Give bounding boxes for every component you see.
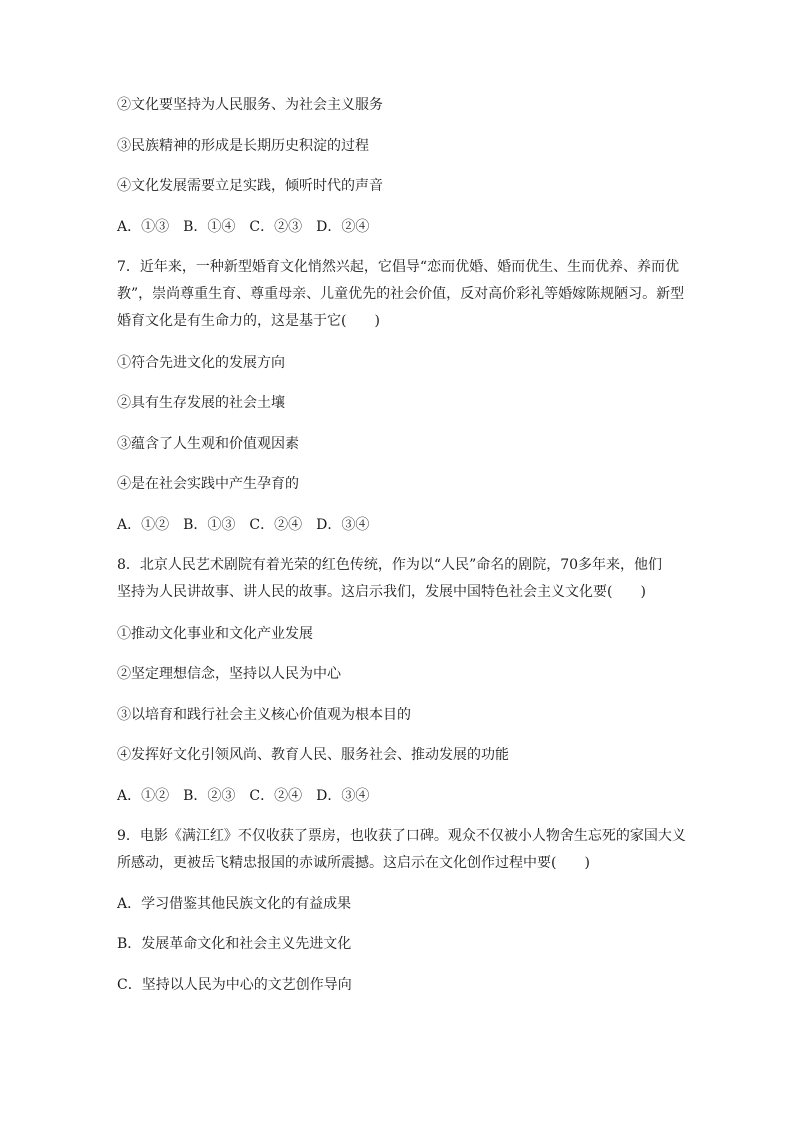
q7-stem [117,254,683,335]
q6-option-2: ②文化要坚持为人民服务、为社会主义服务 [117,97,383,113]
q7-stem-line-2: 教”，崇尚尊重生育、尊重母亲、儿童优先的社会价值，反对高价彩礼等婚嫁陈规陋习。新型 [117,286,685,302]
q9-stem-line-1: 9．电影《满江红》不仅收获了票房，也收获了口碑。观众不仅被小人物舍生忘死的家国大义 [117,828,686,844]
q9-option-b: B．发展革命文化和社会主义先进文化 [117,936,352,952]
q8-option-2: ②坚定理想信念，坚持以人民为中心 [117,666,341,682]
q7-option-4: ④是在社会实践中产生孕育的 [117,476,299,492]
q6-option-3: ③民族精神的形成是长期历史积淀的过程 [117,138,369,154]
q9-option-a: A．学习借鉴其他民族文化的有益成果 [117,896,352,912]
q7-option-1: ①符合先进文化的发展方向 [117,355,285,371]
q7-option-2: ②具有生存发展的社会土壤 [117,395,285,411]
q9-option-c: C．坚持以人民为中心的文艺创作导向 [117,977,352,993]
q9-stem-line-2: 所感动，更被岳飞精忠报国的赤诚所震撼。这启示在文化创作过程中要( ) [117,855,590,871]
q7-stem-line-3: 婚育文化是有生命力的，这是基于它( ) [117,313,380,329]
q6-answer-choices: A．①③ B．①④ C．②③ D．②④ [117,219,370,235]
q8-stem [117,552,683,606]
q8-stem-line-2: 坚持为人民讲故事、讲人民的故事。这启示我们，发展中国特色社会主义文化要( ) [117,584,646,600]
q6-option-4: ④文化发展需要立足实践，倾听时代的声音 [117,178,383,194]
q8-stem-line-1: 8．北京人民艺术剧院有着光荣的红色传统，作为以“人民”命名的剧院，70多年来，他们 [117,557,663,573]
q8-option-3: ③以培育和践行社会主义核心价值观为根本目的 [117,707,411,723]
q8-option-1: ①推动文化事业和文化产业发展 [117,626,313,642]
q7-answer-choices: A．①② B．①③ C．②④ D．③④ [117,517,370,533]
q7-option-3: ③蕴含了人生观和价值观因素 [117,436,299,452]
q7-stem-line-1: 7．近年来，一种新型婚育文化悄然兴起，它倡导“恋而优婚、婚而优生、生而优养、养而优 [117,259,680,275]
q8-option-4: ④发挥好文化引领风尚、教育人民、服务社会、推动发展的功能 [117,747,509,763]
q9-stem [117,823,686,877]
q8-answer-choices: A．①② B．②③ C．②④ D．③④ [117,788,370,804]
